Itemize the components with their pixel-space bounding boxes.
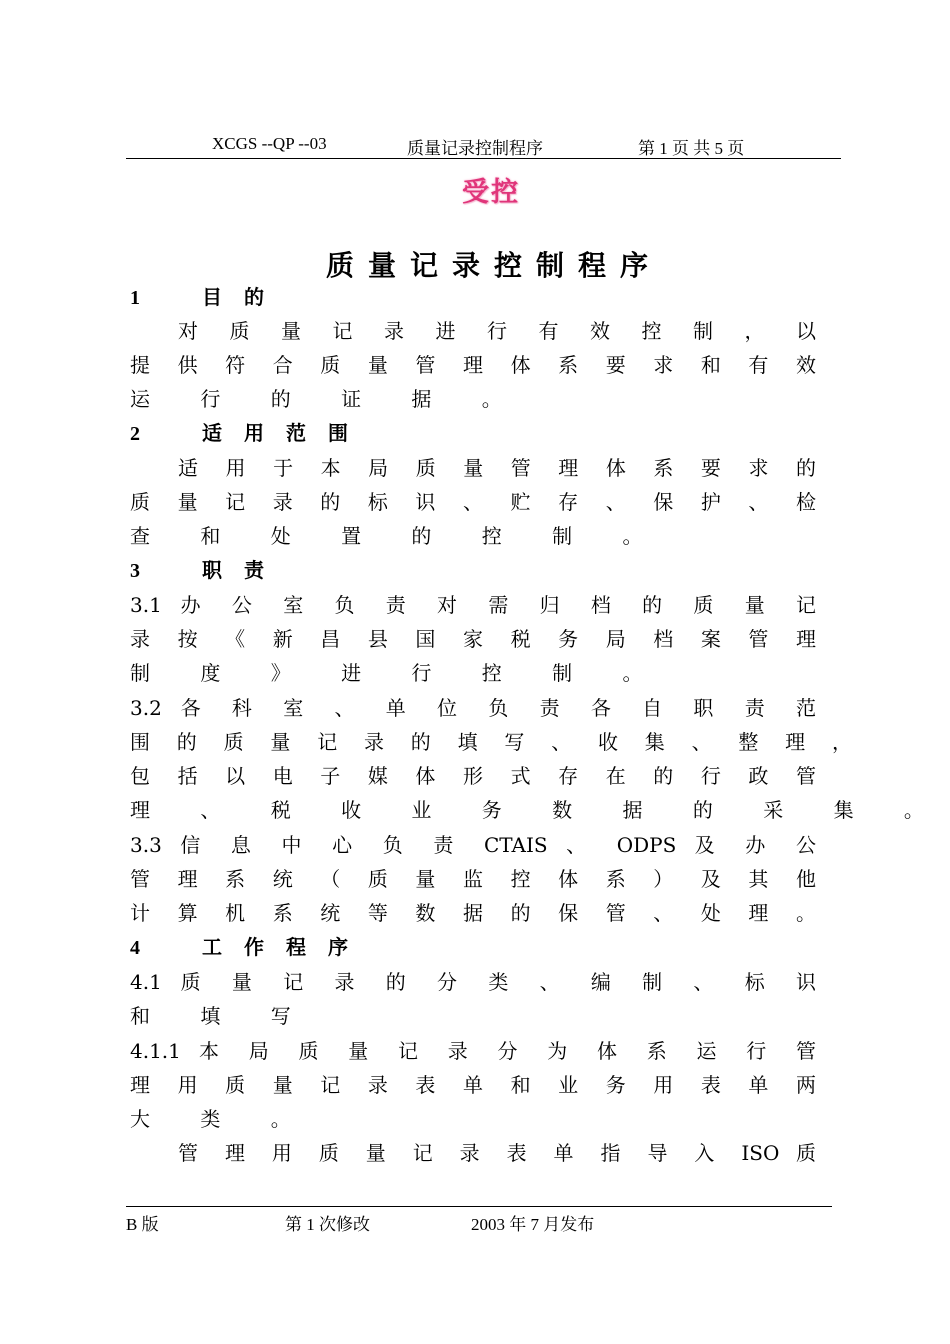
section-heading-2 (130, 418, 370, 449)
body-line: 计 算 机 系 统 等 数 据 的 保 管 、 处 理 。 (130, 901, 816, 925)
section-heading-1 (130, 282, 286, 313)
body-line: 适 用 于 本 局 质 量 管 理 体 系 要 求 的 (178, 456, 816, 480)
body-line: 提 供 符 合 质 量 管 理 体 系 要 求 和 有 效 (130, 353, 816, 377)
body-line: 大 类 。 (130, 1107, 313, 1131)
section-number: 4 (130, 937, 140, 959)
body-line: 质 量 记 录 的 标 识 、 贮 存 、 保 护 、 检 (130, 490, 816, 514)
body-line: 3.3 信 息 中 心 负 责 CTAIS 、 ODPS 及 办 公 (130, 833, 816, 857)
section-title: 目的 (202, 285, 286, 309)
header-doc-title: 质量记录控制程序 (407, 139, 543, 158)
body-line: 理 用 质 量 记 录 表 单 和 业 务 用 表 单 两 (130, 1073, 816, 1097)
body-line: 围 的 质 量 记 录 的 填 写 、 收 集 、 整 理 ， (130, 730, 852, 754)
section-number: 3 (130, 560, 140, 582)
section-number: 2 (130, 423, 140, 445)
section-number: 1 (130, 287, 140, 309)
document-title: 质量记录控制程序 (326, 249, 663, 282)
body-line: 3.2 各 科 室 、 单 位 负 责 各 自 职 责 范 (130, 696, 816, 720)
body-line: 和 填 写 (130, 1004, 313, 1028)
body-line: 运 行 的 证 据 。 (130, 387, 524, 411)
controlled-stamp: 受控 (462, 177, 520, 208)
body-line: 4.1 质 量 记 录 的 分 类 、 编 制 、 标 识 (130, 970, 816, 994)
section-title: 适用范围 (202, 421, 370, 445)
body-line: 对 质 量 记 录 进 行 有 效 控 制 ， 以 (178, 319, 816, 343)
body-line: 3.1 办 公 室 负 责 对 需 归 档 的 质 量 记 (130, 593, 816, 617)
footer-version: B 版 (126, 1215, 159, 1234)
footer-release: 2003 年 7 月发布 (471, 1215, 595, 1234)
header-page-info: 第 1 页 共 5 页 (638, 139, 745, 158)
body-line: 4.1.1 本 局 质 量 记 录 分 为 体 系 运 行 管 (130, 1039, 816, 1063)
body-line: 包 括 以 电 子 媒 体 形 式 存 在 的 行 政 管 (130, 764, 816, 788)
section-heading-4 (130, 932, 370, 963)
section-heading-3 (130, 555, 286, 586)
body-line: 制 度 》 进 行 控 制 。 (130, 661, 665, 685)
body-line: 录 按 《 新 昌 县 国 家 税 务 局 档 案 管 理 (130, 627, 816, 651)
section-title: 职责 (202, 558, 286, 582)
body-line: 查 和 处 置 的 控 制 。 (130, 524, 665, 548)
body-line: 管 理 系 统 （ 质 量 监 控 体 系 ） 及 其 他 (130, 867, 816, 891)
footer-revision: 第 1 次修改 (285, 1215, 370, 1234)
footer-divider (126, 1206, 832, 1207)
section-title: 工作程序 (202, 935, 370, 959)
body-line: 管 理 用 质 量 记 录 表 单 指 导 入 ISO 质 (178, 1141, 816, 1165)
body-line: 理 、 税 收 业 务 数 据 的 采 集 。 (130, 798, 946, 822)
header-divider (126, 158, 841, 159)
header-doc-code: XCGS --QP --03 (212, 134, 327, 153)
